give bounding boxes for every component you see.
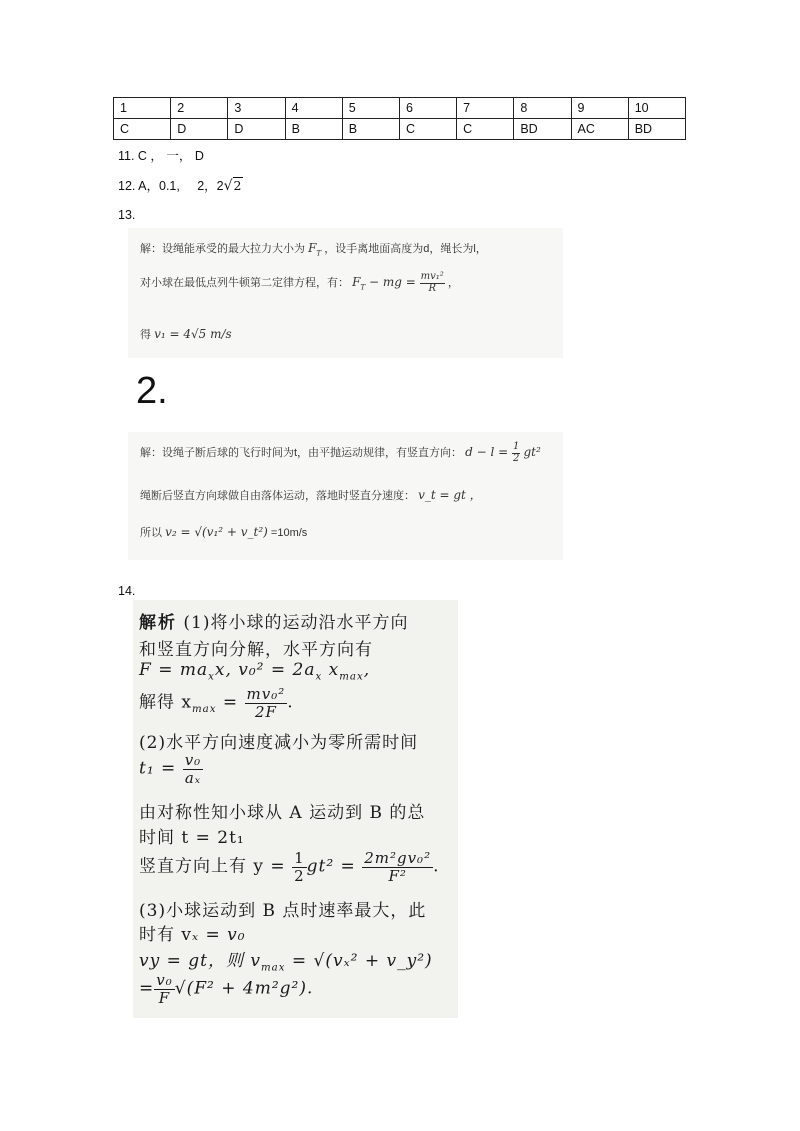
- table-cell: 10: [628, 98, 685, 119]
- math-symbol: F: [308, 241, 317, 255]
- math-text: v: [139, 951, 150, 971]
- table-cell: C: [399, 119, 456, 140]
- fraction-denominator: R: [428, 282, 436, 294]
- math-text: =: [139, 978, 155, 999]
- q13-line5-text: 绳断后竖直方向球做自由落体运动，落地时竖直分速度：: [140, 490, 415, 502]
- math-subscript: max: [339, 671, 364, 683]
- q13-solution-image-1: [128, 228, 563, 358]
- table-cell: 3: [228, 98, 285, 119]
- q14-line7: 由对称性知小球从 A 运动到 B 的总: [139, 803, 426, 823]
- q13-line2-text: 对小球在最低点列牛顿第二定律方程，有：: [140, 276, 349, 289]
- table-cell: 1: [114, 98, 171, 119]
- table-cell: BD: [514, 119, 571, 140]
- table-cell: 4: [285, 98, 342, 119]
- q13-line4-tail: gt²: [523, 444, 541, 459]
- answer-table: [113, 97, 686, 140]
- q12-text: 12. A，0.1, 2，2: [118, 179, 224, 193]
- q14-line11: [139, 920, 246, 945]
- table-cell: D: [228, 119, 285, 140]
- q13-line1-symbol: [308, 241, 322, 258]
- q13-line1-rest: ，设手离地面高度为d，绳长为l，: [324, 243, 487, 255]
- math-text: F = ma: [139, 660, 209, 680]
- fraction-numerator: 2m²gv₀²: [364, 849, 432, 867]
- math-text: x: [328, 660, 340, 680]
- q13-line5: [140, 486, 482, 503]
- table-cell: B: [285, 119, 342, 140]
- table-cell: 6: [399, 98, 456, 119]
- table-cell: 2: [171, 98, 228, 119]
- math-symbol: F: [352, 274, 361, 289]
- q13-line2-equation: [352, 274, 420, 292]
- q13-part2-label: 2.: [136, 370, 168, 412]
- q14-heading: 解析: [139, 613, 177, 633]
- q14-line6: [139, 752, 203, 786]
- q14-line13: [139, 972, 313, 1006]
- q13-line6-prefix: 所以: [140, 527, 162, 539]
- table-cell: 5: [342, 98, 399, 119]
- q14-line1: [139, 608, 409, 633]
- math-subscript: max: [192, 703, 217, 715]
- fraction-numerator: v₀: [184, 751, 202, 769]
- table-cell: C: [457, 119, 514, 140]
- fraction-denominator: 2: [513, 452, 520, 464]
- q13-line6: [140, 524, 307, 540]
- fraction-denominator: aₓ: [184, 768, 202, 787]
- answer-table-answer-row: [114, 119, 686, 140]
- math-text: √(F² + 4m²g²).: [174, 978, 314, 999]
- q13-line4: [140, 442, 541, 464]
- math-text: y = gt，则 v: [149, 951, 261, 971]
- math-text: x, v₀² = 2a: [214, 660, 316, 680]
- q14-line10: (3)小球运动到 B 点时速率最大，此: [139, 901, 427, 921]
- q13-line3-prefix: 得: [140, 329, 151, 341]
- fraction-denominator: 2F: [254, 702, 277, 721]
- q13-line2-tail: ，: [447, 276, 459, 289]
- q14-line2: 和竖直方向分解，水平方向有: [139, 640, 373, 660]
- q14-line4-fraction: [245, 686, 288, 720]
- q13-line3: [140, 326, 232, 342]
- table-cell: AC: [571, 119, 628, 140]
- q11-answer: 11. C ， 一， D: [118, 149, 204, 163]
- q13-line5-math: v_t = gt ，: [418, 488, 482, 502]
- table-cell: C: [114, 119, 171, 140]
- table-cell: B: [342, 119, 399, 140]
- q13-line4-math: d − l =: [465, 444, 513, 459]
- table-cell: BD: [628, 119, 685, 140]
- q13-line4-fraction: [512, 442, 520, 464]
- q13-line1-text: 解：设绳能承受的最大拉力大小为: [140, 243, 305, 255]
- answer-table-header-row: [114, 98, 686, 119]
- q13-line2: [140, 272, 459, 294]
- q14-line6-fraction: [183, 752, 204, 786]
- q14-line9: 竖直方向上有 y = $\frac{1}{2}$ gt² = $\frac{\text{2m²gv₀²}}{\text{F²}}$ .: [139, 849, 440, 885]
- q13-line4-text: 解：设绳子断后球的飞行时间为t，由平抛运动规律，有竖直方向：: [140, 446, 463, 459]
- table-cell: D: [171, 119, 228, 140]
- fraction-denominator: 2: [294, 866, 305, 885]
- q13-line2-fraction: [420, 272, 445, 294]
- table-cell: 7: [457, 98, 514, 119]
- math-text: t₁ =: [139, 758, 183, 779]
- q12-answer: [118, 176, 243, 194]
- math-text: − mg =: [365, 274, 420, 289]
- math-text: ₓ = v₀: [192, 925, 246, 945]
- q13-line6-tail: =10m/s: [270, 527, 308, 539]
- sqrt-symbol-icon: √: [223, 178, 233, 194]
- q14-line9-fraction-2: [362, 850, 433, 884]
- q14-line12: [139, 946, 433, 973]
- q13-line1: [140, 240, 487, 257]
- q12-radicand: 2: [233, 178, 242, 193]
- fraction-denominator: F²: [388, 866, 407, 885]
- math-subscript: T: [360, 282, 366, 292]
- fraction-numerator: v₀: [156, 971, 173, 989]
- table-cell: 8: [514, 98, 571, 119]
- q14-text: 竖直方向上有 y =: [139, 856, 293, 877]
- table-cell: 9: [571, 98, 628, 119]
- math-text: = √(vₓ² + v_y²): [285, 951, 433, 971]
- fraction-numerator: mv₁²: [420, 271, 444, 282]
- q14-line8: 时间 t = 2t₁: [139, 828, 245, 848]
- q14-line5: (2)水平方向速度减小为零所需时间: [139, 733, 419, 753]
- fraction-numerator: 1: [294, 849, 305, 867]
- q14-label: 14.: [118, 584, 136, 598]
- math-subscript: max: [261, 962, 286, 974]
- q14-line4: 解得 $x_{max}$ = $\frac{\text{mv₀²}}{2F}$ .: [139, 685, 294, 721]
- q14-text: 解得 x: [139, 692, 192, 713]
- math-text: gt² =: [306, 856, 363, 877]
- q14-solution-image: [133, 600, 458, 1018]
- q14-line13-fraction: [154, 972, 175, 1006]
- fraction-denominator: F: [158, 988, 171, 1007]
- q14-text: 时有 v: [139, 925, 193, 945]
- q14-line9-fraction-1: [292, 850, 307, 884]
- math-subscript: T: [316, 248, 322, 258]
- q14-line3: $F = ma_xx$, $v_0^2 = 2a_x$ $x_{max}$,: [139, 660, 371, 683]
- q13-line6-math: v₂ = √(v₁² + v_t²): [165, 525, 268, 539]
- q14-text: (1)将小球的运动沿水平方向: [183, 613, 409, 633]
- q13-solution-image-2: [128, 432, 563, 560]
- math-text: =: [216, 692, 245, 713]
- q13-line3-math: v₁ = 4√5 m/s: [154, 327, 232, 341]
- q13-label: 13.: [118, 208, 136, 222]
- fraction-numerator: mv₀²: [246, 685, 286, 703]
- fraction-numerator: 1: [513, 441, 520, 452]
